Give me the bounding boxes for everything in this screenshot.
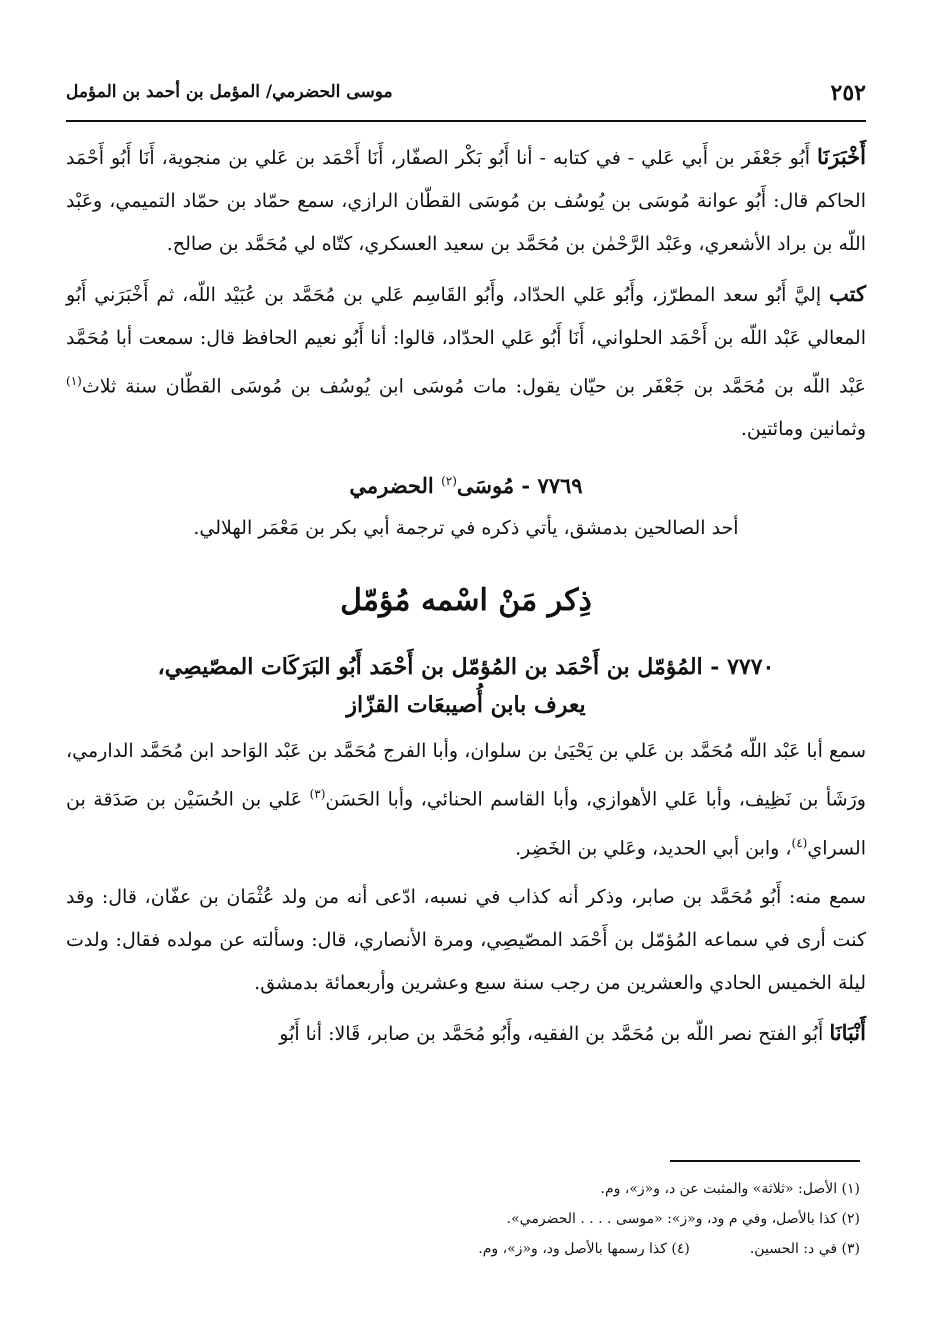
page-number: ٢٥٢	[830, 80, 866, 106]
entry-heading-7770	[66, 648, 866, 724]
main-text	[66, 135, 866, 1062]
entry-heading-line: ٧٧٧٠ - المُؤمّل بن أَحْمَد بن المُؤمّل بن أَحْمَد أَبُو البَرَكَات المصّيصِي،	[157, 654, 775, 681]
running-header-title: موسى الحضرمي/ المؤمل بن أحمد بن المؤمل	[66, 82, 393, 102]
paragraph-lead-word: كتب	[829, 281, 866, 306]
paragraph-kataba	[66, 272, 866, 451]
footnote-rule	[670, 1160, 860, 1162]
footnote-ref-4[interactable]: (٤)	[791, 835, 808, 850]
paragraph-akhbarana	[66, 135, 866, 266]
footnote-4: (٤) كذا رسمها بالأصل ود، و«ز»، وم.	[478, 1241, 690, 1257]
paragraph-lead-word: أَخْبَرَنَا	[817, 144, 866, 169]
entry-note-7769: أحد الصالحين بدمشق، يأتي ذكره في ترجمة أبي بكر بن مَعْمَر الهلالي.	[193, 517, 739, 540]
paragraph-text: عَلي بن الحُسَيْن بن صَدَقة بن السراي	[66, 788, 866, 859]
section-heading: ذِكر مَنْ اسْمه مُؤمّل	[340, 583, 592, 619]
paragraph-samia-minhu: سمع منه: أَبُو مُحَمَّد بن صابر، وذكر أنه كذاب في نسبه، ادّعى أنه من ولد عُثْمَان بن عفّان، قال: وقد كنت أرى في سماعه المُؤمّل بن أَحْمَد المصّيصِي، ومرة الأنصاري، قال: وسألته عن مولده فقال: ولدت ليلة الخميس الحادي والعشرين من رجب سنة سبع وعشرين وأربعمائة بدمشق.	[66, 885, 866, 994]
header-rule	[66, 120, 866, 122]
footnote-1: (١) الأصل: «ثلاثة» والمثبت عن د، و«ز»، وم.	[600, 1181, 860, 1197]
paragraph-text: وثمانين ومائتين.	[740, 418, 866, 441]
entry-heading-text: الحضرمي	[349, 473, 442, 499]
entry-heading-line: يعرف بابن أُصيبعَات القزّاز	[346, 692, 586, 719]
paragraph-text: أَبُو الفتح نصر اللّه بن مُحَمَّد بن الفقيه، وأَبُو مُحَمَّد بن صابر، قَالا: أنا أَبُو	[279, 1022, 830, 1045]
footnote-ref-2[interactable]: (٢)	[441, 474, 457, 489]
paragraph-lead-word: أَنْبَانَا	[829, 1019, 866, 1045]
paragraph-text: سمع أبا عَبْد اللّه مُحَمَّد بن عَلي بن يَحْيَىٰ بن سلوان، وأبا الفرج مُحَمَّد بن عَبْد الوَاحد ابن مُحَمَّد الدارمي، ورَشَأ بن نَظِيف، وأبا عَلي الأهوازي، وأبا القاسم الحنائي، وأبا الحَسَن	[66, 740, 866, 811]
footnote-ref-1[interactable]: (١)	[66, 374, 82, 388]
paragraph-text: أَبُو جَعْفَر بن أَبي عَلي - في كتابه - أنا أَبُو بَكْر الصفّار، أَنَا أَحْمَد بن عَلي بن منجوية، أَنَا أَبُو أَحْمَد الحاكم قال: أَبُو عوانة مُوسَى بن يُوسُف بن مُوسَى القطّان الرازي، سمع حمّاد بن حمّاد التميمي، وعَبْد اللّه بن براد الأشعري، وعَبْد الرَّحْمٰن بن مُحَمَّد بن سعيد العسكري، كتّاه لي مُحَمَّد بن صالح.	[66, 147, 866, 255]
footnote-ref-3[interactable]: (٣)	[309, 787, 326, 802]
footnotes	[180, 1174, 860, 1264]
paragraph-anbana	[66, 1011, 866, 1056]
entry-heading-7769	[66, 461, 866, 506]
footnote-row-3-4	[180, 1234, 860, 1264]
paragraph-samia	[66, 730, 866, 870]
paragraph-text: إليَّ أَبُو سعد المطرّز، وأَبُو عَلي الحدّاد، وأَبُو القَاسِم عَلي بن مُحَمَّد بن عُبَيْد اللّه، ثم أَخْبَرَني أَبُو المعالي عَبْد اللّه بن أَحْمَد الحلواني، أَنَا أَبُو عَلي الحدّاد، قالوا: أنا أَبُو نعيم الحافظ قال: سمعت أبا مُحَمَّد عَبْد اللّه بن مُحَمَّد بن جَعْفَر بن حيّان يقول: مات مُوسَى ابن يُوسُف بن مُوسَى القطّان سنة ثلاث	[66, 284, 866, 398]
footnote-2: (٢) كذا بالأصل، وفي م ود، و«ز»: «موسى . . . . الحضرمي».	[506, 1211, 860, 1227]
entry-heading-text: ٧٧٦٩ - مُوسَى	[456, 473, 583, 499]
footnote-3: (٣) في د: الحسين.	[749, 1241, 860, 1257]
running-header	[66, 80, 866, 114]
paragraph-text: ، وابن أبي الحديد، وعَلي بن الخَضِر.	[515, 836, 792, 859]
